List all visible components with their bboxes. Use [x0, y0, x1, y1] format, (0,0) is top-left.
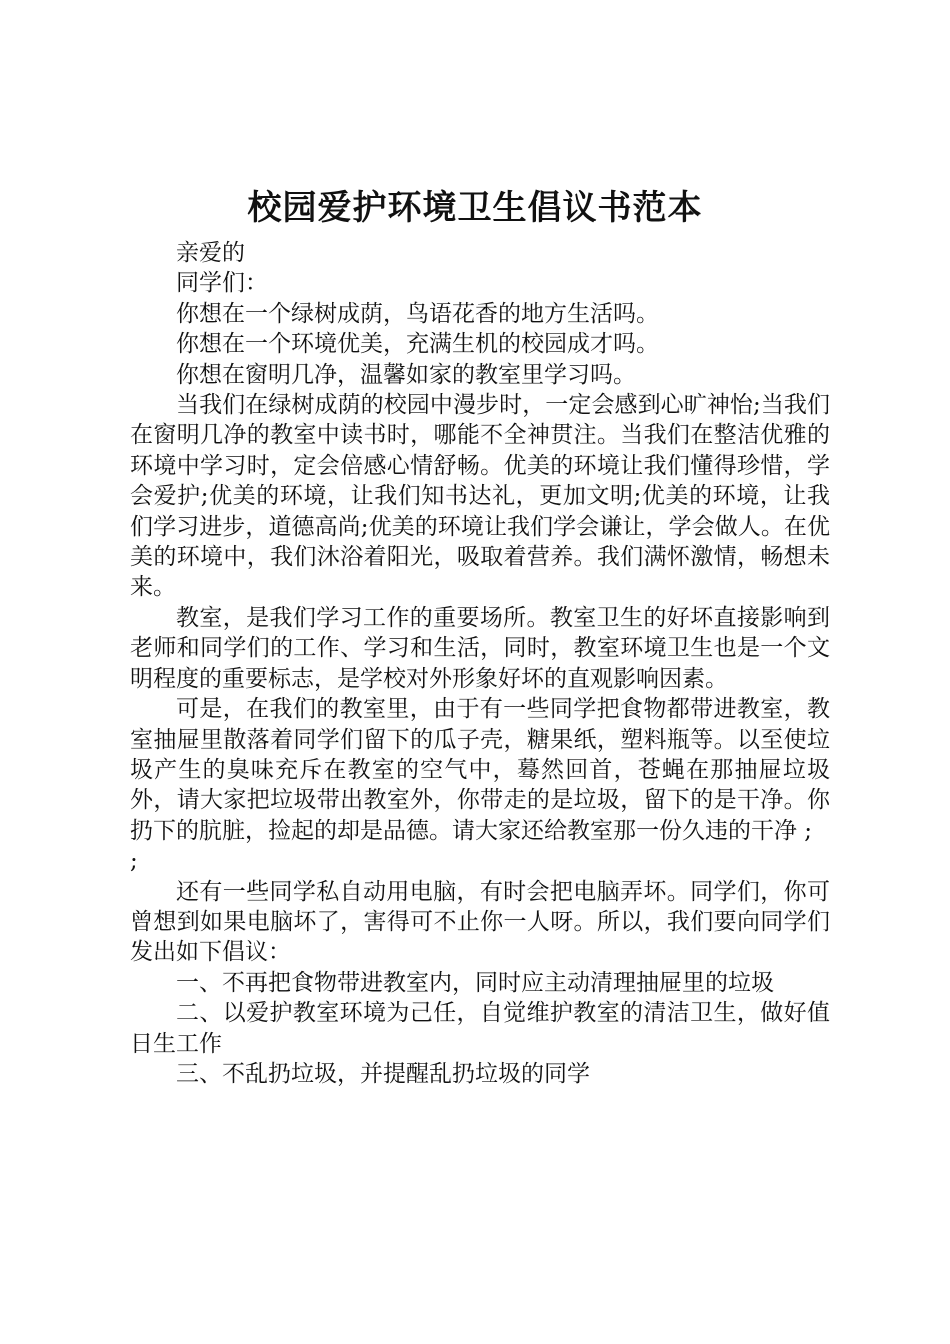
body-paragraph-environment: 当我们在绿树成荫的校园中漫步时，一定会感到心旷神怡;当我们在窗明几净的教室中读书时，哪能不全神贯注。当我们在整洁优雅的环境中学习时，定会倍感心情舒畅。优美的环境让我们懂得珍惜，学会爱护;优美的环境，让我们知书达礼，更加文明;优美的环境，让我们学习进步，道德高尚;优美的环境让我们学会谦让，学会做人。在优美的环境中，我们沐浴着阳光，吸取着营养。我们满怀激情，畅想未来。: [130, 392, 830, 601]
proposal-item-2: 二、以爱护教室环境为己任，自觉维护教室的清洁卫生，做好值日生工作: [130, 1000, 830, 1057]
proposal-item-3: 三、不乱扔垃圾，并提醒乱扔垃圾的同学: [176, 1060, 590, 1087]
question-paragraph-3: 你想在窗明几净，温馨如家的教室里学习吗。: [176, 361, 636, 388]
body-paragraph-classroom: 教室，是我们学习工作的重要场所。教室卫生的好坏直接影响到老师和同学们的工作、学习和生活，同时，教室环境卫生也是一个文明程度的重要标志，是学校对外形象好坏的直观影响因素。: [130, 604, 830, 692]
body-paragraph-computer: 还有一些同学私自动用电脑，有时会把电脑弄坏。同学们，你可曾想到如果电脑坏了，害得可不止你一人呀。所以，我们要向同学们发出如下倡议：: [130, 878, 830, 966]
proposal-item-1: 一、不再把食物带进教室内，同时应主动清理抽屉里的垃圾: [176, 969, 774, 996]
body-paragraph-semicolon: ;: [130, 848, 138, 875]
document-body: [130, 238, 830, 1089]
document-title: 校园爱护环境卫生倡议书范本: [247, 188, 703, 228]
question-paragraph-1: 你想在一个绿树成荫，鸟语花香的地方生活吗。: [176, 300, 659, 327]
greeting-line-1: 亲爱的: [176, 240, 245, 266]
body-paragraph-problem: 可是，在我们的教室里，由于有一些同学把食物都带进教室，教室抽屉里散落着同学们留下的瓜子壳，糖果纸，塑料瓶等。以至使垃圾产生的臭味充斥在教室的空气中，蓦然回首，苍蝇在那抽屉垃圾外，请大家把垃圾带出教室外，你带走的是垃圾，留下的是干净。你扔下的肮脏，捡起的却是品德。请大家还给教室那一份久违的干净 ;: [130, 696, 830, 844]
question-paragraph-2: 你想在一个环境优美，充满生机的校园成才吗。: [176, 331, 659, 358]
greeting-line-2: 同学们：: [176, 270, 268, 297]
